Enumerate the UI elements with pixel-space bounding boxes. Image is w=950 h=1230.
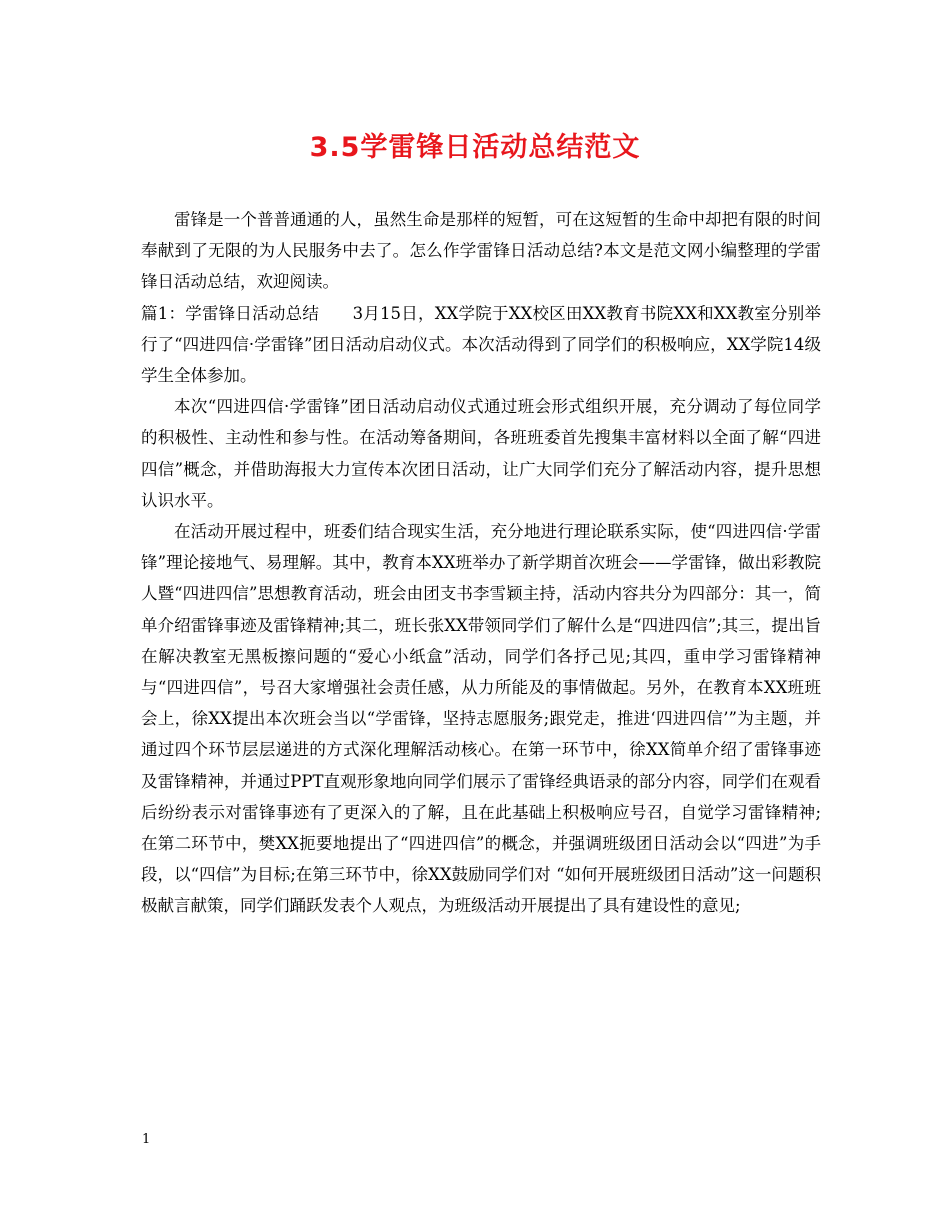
- paragraph-preparation: 本次“四进四信·学雷锋”团日活动启动仪式通过班会形式组织开展，充分调动了每位同学的积极性、主动性和参与性。在活动筹备期间，各班班委首先搜集丰富材料以全面了解“四进四信”概念，并借助海报大力宣传本次团日活动，让广大同学们充分了解活动内容，提升思想认识水平。: [141, 397, 821, 510]
- paragraph-intro: 雷锋是一个普普通通的人，虽然生命是那样的短暂，可在这短暂的生命中却把有限的时间奉献到了无限的为人民服务中去了。怎么作学雷锋日活动总结?本文是范文网小编整理的学雷锋日活动总结，欢迎阅读。: [141, 210, 821, 292]
- document-title: 3.5学雷锋日活动总结范文: [309, 132, 641, 163]
- document-body: [141, 204, 821, 922]
- paragraph-activity: 在活动开展过程中，班委们结合现实生活，充分地进行理论联系实际，使“四进四信·学雷锋”理论接地气、易理解。其中，教育本XX班举办了新学期首次班会——学雷锋，做出彩教院人暨“四进四信”思想教育活动，班会由团支书李雪颖主持，活动内容共分为四部分：其一，简单介绍雷锋事迹及雷锋精神;其二，班长张XX带领同学们了解什么是“四进四信”;其三，提出旨在解决教室无黑板擦问题的“爱心小纸盒”活动，同学们各抒己见;其四，重申学习雷锋精神与“四进四信”，号召大家增强社会责任感，从力所能及的事情做起。另外，在教育本XX班班会上，徐XX提出本次班会当以“学雷锋，坚持志愿服务;跟党走，推进‘四进四信’”为主题，并通过四个环节层层递进的方式深化理解活动核心。在第一环节中，徐XX简单介绍了雷锋事迹及雷锋精神，并通过PPT直观形象地向同学们展示了雷锋经典语录的部分内容，同学们在观看后纷纷表示对雷锋事迹有了更深入的了解，且在此基础上积极响应号召，自觉学习雷锋精神;在第二环节中，樊XX扼要地提出了“四进四信”的概念，并强调班级团日活动会以“四进”为手段，以“四信”为目标;在第三环节中，徐XX鼓励同学们对 “如何开展班级团日活动”这一问题积极献言献策，同学们踊跃发表个人观点，为班级活动开展提出了具有建设性的意见;: [141, 522, 821, 916]
- paragraph-chapter-1: 篇1：学雷锋日活动总结 3月15日，XX学院于XX校区田XX教育书院XX和XX教室分别举行了“四进四信·学雷锋”团日活动启动仪式。本次活动得到了同学们的积极响应，XX学院14级学生全体参加。: [141, 303, 821, 386]
- page-number: 1: [142, 1132, 151, 1147]
